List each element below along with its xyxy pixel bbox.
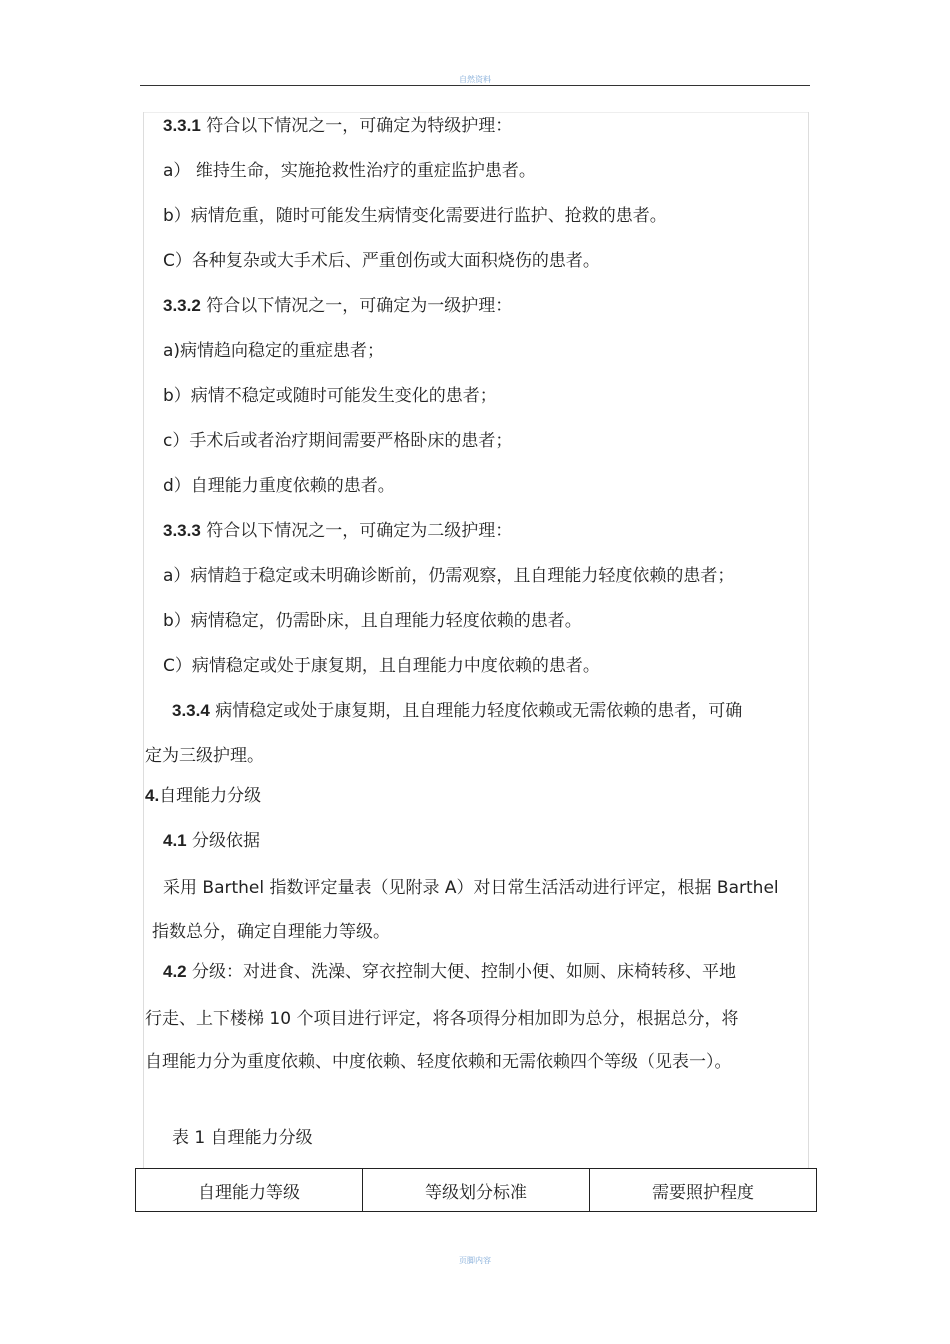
clause-number: 3.3.3 <box>163 521 201 540</box>
clause-3-3-3 <box>163 519 512 543</box>
table-header-row <box>136 1169 817 1212</box>
header-text: 自然资料 <box>459 75 491 84</box>
clause-3-3-4-cont: 定为三级护理。 <box>145 746 264 766</box>
section-number: 4. <box>145 786 160 805</box>
clause-number: 3.3.4 <box>172 701 210 720</box>
clause-3-3-4 <box>172 699 742 723</box>
clause-text: 病情稳定或处于康复期，且自理能力轻度依赖或无需依赖的患者，可确 <box>209 701 743 721</box>
clause-3-3-1 <box>163 114 512 138</box>
clause-3-3-2-d: d）自理能力重度依赖的患者。 <box>163 476 395 496</box>
section-title: 自理能力分级 <box>159 786 262 806</box>
clause-3-3-2 <box>163 294 512 318</box>
paragraph-4-1-line1: 采用 Barthel 指数评定量表（见附录 A）对日常生活活动进行评定，根据 Barthel <box>163 878 779 898</box>
clause-3-3-1-c: C）各种复杂或大手术后、严重创伤或大面积烧伤的患者。 <box>163 251 600 271</box>
clause-text: 符合以下情况之一，可确定为特级护理： <box>200 116 513 136</box>
clause-3-3-3-b: b）病情稳定，仍需卧床，且自理能力轻度依赖的患者。 <box>163 611 582 631</box>
section-4-1-heading <box>163 829 260 853</box>
table-header-cell: 自理能力等级 <box>136 1169 363 1212</box>
clause-3-3-1-b: b）病情危重，随时可能发生病情变化需要进行监护、抢救的患者。 <box>163 206 667 226</box>
section-4-heading <box>145 784 261 808</box>
clause-3-3-2-a: a)病情趋向稳定的重症患者； <box>163 341 385 361</box>
clause-number: 3.3.2 <box>163 296 201 315</box>
section-number: 4.1 <box>163 831 187 850</box>
frame-top-border <box>143 112 808 113</box>
clause-number: 3.3.1 <box>163 116 201 135</box>
frame-right-border <box>808 112 809 1168</box>
table-header-cell: 等级划分标准 <box>363 1169 590 1212</box>
clause-3-3-1-a: a） 维持生命，实施抢救性治疗的重症监护患者。 <box>163 161 536 181</box>
table-caption: 表 1 自理能力分级 <box>172 1128 313 1148</box>
clause-number: 4.2 <box>163 962 187 981</box>
clause-4-2-line3: 自理能力分为重度依赖、中度依赖、轻度依赖和无需依赖四个等级（见表一）。 <box>145 1052 732 1072</box>
clause-text: 符合以下情况之一，可确定为二级护理： <box>200 521 513 541</box>
clause-text: 分级：对进食、洗澡、穿衣控制大便、控制小便、如厕、床椅转移、平地 <box>186 962 737 982</box>
clause-4-2 <box>163 960 736 984</box>
section-title: 分级依据 <box>186 831 261 851</box>
clause-text: 符合以下情况之一，可确定为一级护理： <box>200 296 513 316</box>
clause-3-3-3-a: a）病情趋于稳定或未明确诊断前，仍需观察，且自理能力轻度依赖的患者； <box>163 566 735 586</box>
clause-3-3-2-c: c）手术后或者治疗期间需要严格卧床的患者； <box>163 431 513 451</box>
clause-3-3-2-b: b）病情不稳定或随时可能发生变化的患者； <box>163 386 497 406</box>
clause-3-3-3-c: C）病情稳定或处于康复期，且自理能力中度依赖的患者。 <box>163 656 600 676</box>
table-header-cell: 需要照护程度 <box>590 1169 817 1212</box>
self-care-level-table <box>135 1168 817 1212</box>
clause-4-2-line2: 行走、上下楼梯 10 个项目进行评定，将各项得分相加即为总分，根据总分，将 <box>145 1009 739 1029</box>
paragraph-4-1-line2: 指数总分，确定自理能力等级。 <box>152 922 390 942</box>
footer-text: 页脚内容 <box>459 1256 491 1265</box>
frame-left-border <box>143 112 144 1168</box>
header-rule <box>140 85 810 86</box>
